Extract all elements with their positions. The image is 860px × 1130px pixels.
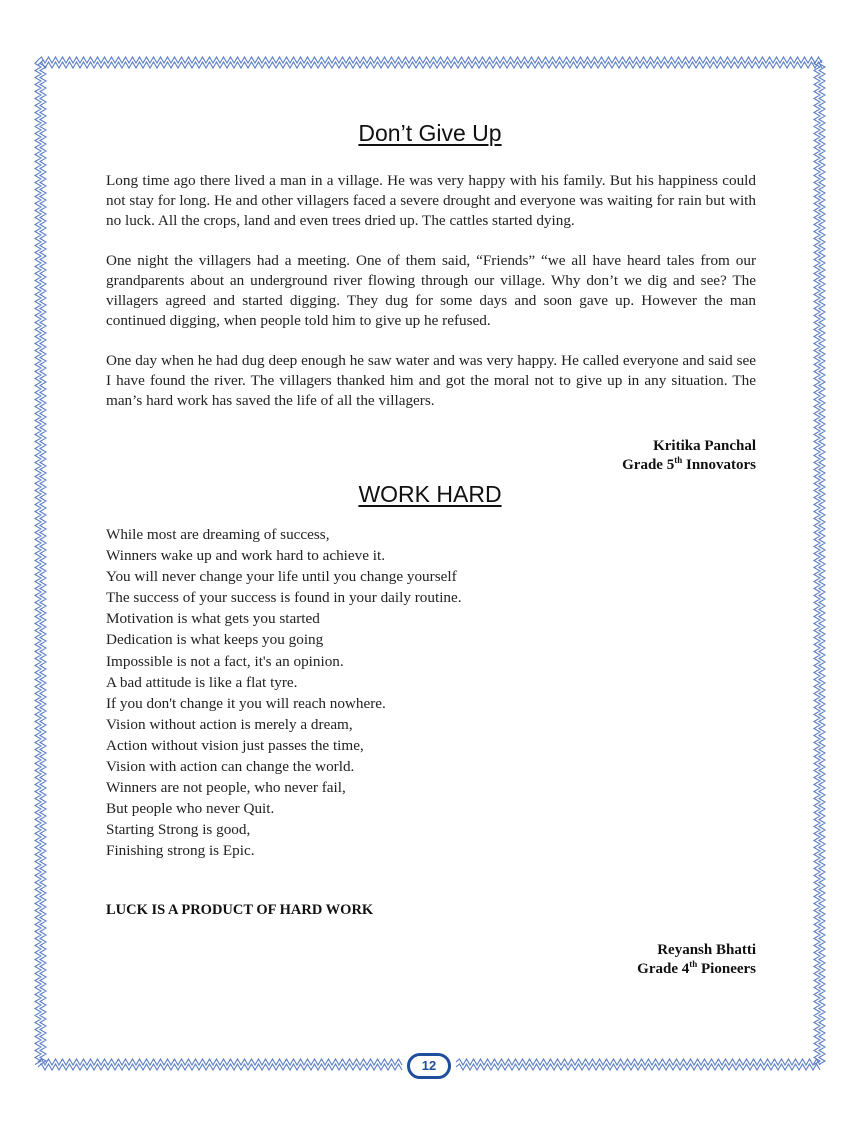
story-author-grade: Grade 5th Innovators [622, 455, 756, 473]
poem-line: A bad attitude is like a flat tyre. [106, 673, 298, 691]
poem-line: Dedication is what keeps you going [106, 631, 324, 649]
story-paragraph: One night the villagers had a meeting. One of them said, “Friends” “we all have heard tales from our grandparents about an underground river flowing through our village. Why don’t we dig and see? The villagers agreed and started digging. They dug for some days and soon gave up. However the man continued digging, when people told him to give up he refused. [106, 252, 756, 329]
poem-line: If you don't change it you will reach nowhere. [106, 694, 386, 712]
page-number-badge: 12 [407, 1053, 451, 1079]
poem-line: Vision with action can change the world. [106, 758, 355, 776]
story-body [106, 171, 756, 431]
poem-line: Finishing strong is Epic. [106, 842, 255, 860]
story-author-block [622, 437, 756, 475]
poem-line: Winners are not people, who never fail, [106, 779, 346, 797]
poem-author-block [637, 941, 756, 979]
border-top-outer [38, 57, 822, 63]
poem-author-name: Reyansh Bhatti [657, 942, 756, 958]
poem-title: WORK HARD [358, 481, 502, 507]
poem-line: Winners wake up and work hard to achieve it. [106, 547, 385, 565]
poem-line: While most are dreaming of success, [106, 526, 330, 543]
story-author-name: Kritika Panchal [653, 438, 756, 454]
poem-line: The success of your success is found in your daily routine. [106, 589, 462, 607]
poem-motto: LUCK IS A PRODUCT OF HARD WORK [106, 902, 374, 918]
poem-line: But people who never Quit. [106, 800, 275, 818]
border-bottom-left-outer [38, 1059, 402, 1065]
story-paragraph: Long time ago there lived a man in a village. He was very happy with his family. But his happiness could not stay for long. He and other villagers faced a severe drought and everyone was waiting for rain but with no luck. All the crops, land and even trees dried up. The cattles started dying. [106, 172, 756, 229]
poem-body [106, 524, 706, 862]
poem-line: Motivation is what gets you started [106, 610, 320, 628]
story-paragraph: One day when he had dug deep enough he saw water and was very happy. He called everyone and said see I have found the river. The villagers thanked him and got the moral not to give up in any situation. The man’s hard work has saved the life of all the villagers. [106, 352, 756, 409]
poem-line: Action without vision just passes the time, [106, 736, 364, 754]
poem-line: You will never change your life until you change yourself [106, 568, 457, 586]
poem-author-grade: Grade 4th Pioneers [637, 959, 756, 977]
story-title: Don’t Give Up [358, 120, 502, 146]
border-bottom-right-outer [456, 1059, 820, 1065]
poem-line: Impossible is not a fact, it's an opinion. [106, 652, 344, 670]
poem-line: Vision without action is merely a dream, [106, 715, 353, 733]
poem-line: Starting Strong is good, [106, 821, 251, 839]
